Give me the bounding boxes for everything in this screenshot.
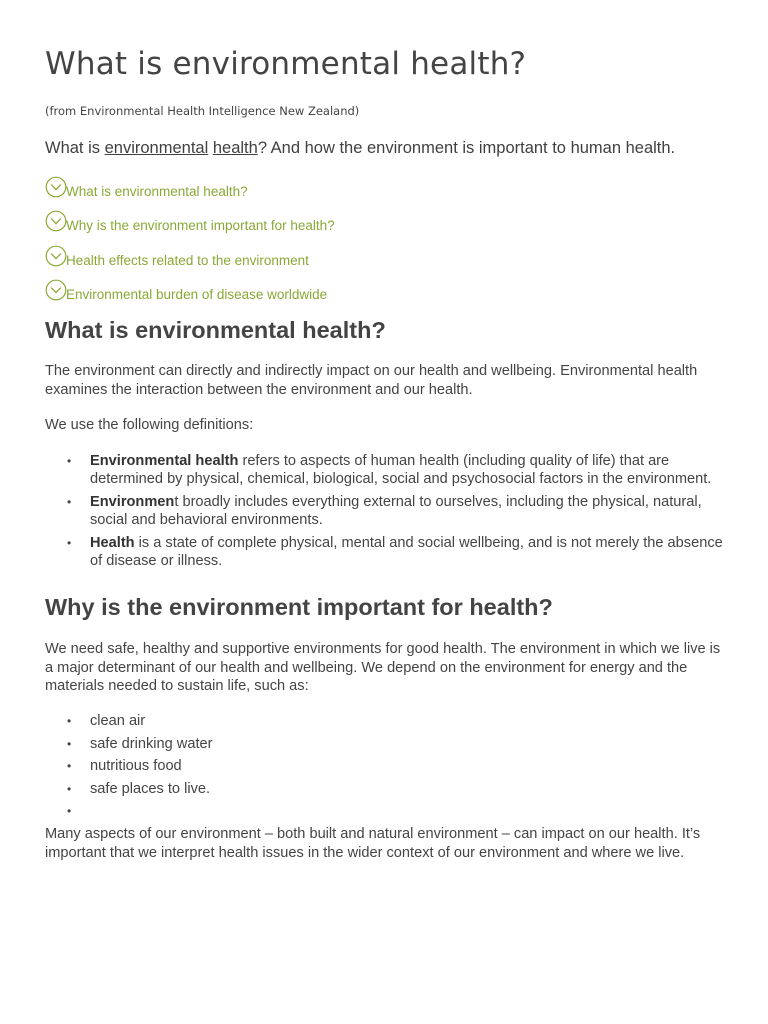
chevron-down-circle-icon — [45, 210, 67, 232]
list-item — [45, 493, 725, 529]
list-item: • nutritious food — [45, 757, 725, 775]
toc-label: What is environmental health? — [66, 184, 248, 199]
closing-paragraph: Many aspects of our environment – both built and natural environment – can impact on our health. It’s important that we interpret health issues in the wider context of our environment and where we live. — [45, 826, 701, 861]
list-item-empty — [45, 802, 725, 820]
chevron-down-circle-icon — [45, 176, 67, 198]
definition-text: is a state of complete physical, mental and social wellbeing, and is not merely the absence of disease or illness. — [90, 535, 723, 569]
health-link[interactable]: health — [212, 139, 258, 157]
definition-term: Environmen — [90, 494, 175, 510]
environmental-link[interactable]: environmental — [104, 139, 209, 157]
list-item — [45, 534, 725, 570]
intro-suffix: ? And how the environment is important to human health. — [257, 139, 676, 157]
toc-label: Why is the environment important for health? — [66, 218, 335, 233]
definition-text: refers to aspects of human health (including quality of life) that are determined by physical, chemical, biological, social and psychosocial factors in the environment. — [90, 453, 712, 487]
toc-label: Environmental burden of disease worldwide — [66, 287, 328, 302]
toc-item-burden-of-disease[interactable] — [45, 279, 327, 303]
intro-line — [45, 139, 675, 158]
section-heading-what-is: What is environmental health? — [45, 317, 386, 343]
intro-prefix: What is — [45, 139, 105, 157]
list-item: • safe places to live. — [45, 780, 725, 798]
toc-item-health-effects[interactable] — [45, 245, 309, 269]
chevron-down-circle-icon — [45, 245, 67, 267]
list-item: • safe drinking water — [45, 735, 725, 753]
list-item — [45, 452, 725, 488]
definitions-list — [45, 452, 725, 570]
page-title: What is environmental health? — [45, 46, 527, 82]
source-note: (from Environmental Health Intelligence New Zealand) — [45, 104, 360, 118]
definition-term: Environmental health — [90, 453, 239, 469]
chevron-down-circle-icon — [45, 279, 67, 301]
toc-item-why-important[interactable] — [45, 210, 335, 234]
needs-list — [45, 712, 725, 820]
toc-label: Health effects related to the environment — [66, 253, 309, 268]
definition-term: Health — [90, 535, 135, 551]
section1-paragraph: The environment can directly and indirectly impact on our health and wellbeing. Environmental health examines the interaction between the environment and our health. — [45, 363, 698, 398]
definition-text: t broadly includes everything external to ourselves, including the physical, natural, social and behavioral environments. — [90, 494, 702, 528]
list-item: • clean air — [45, 712, 725, 730]
section-heading-why-important: Why is the environment important for health? — [45, 594, 553, 620]
toc-item-what-is[interactable] — [45, 176, 248, 200]
definitions-intro: We use the following definitions: — [45, 417, 254, 433]
section2-paragraph: We need safe, healthy and supportive environments for good health. The environment in which we live is a major determinant of our health and wellbeing. We depend on the environment for energy and the materials needed to sustain life, such as: — [45, 641, 721, 694]
